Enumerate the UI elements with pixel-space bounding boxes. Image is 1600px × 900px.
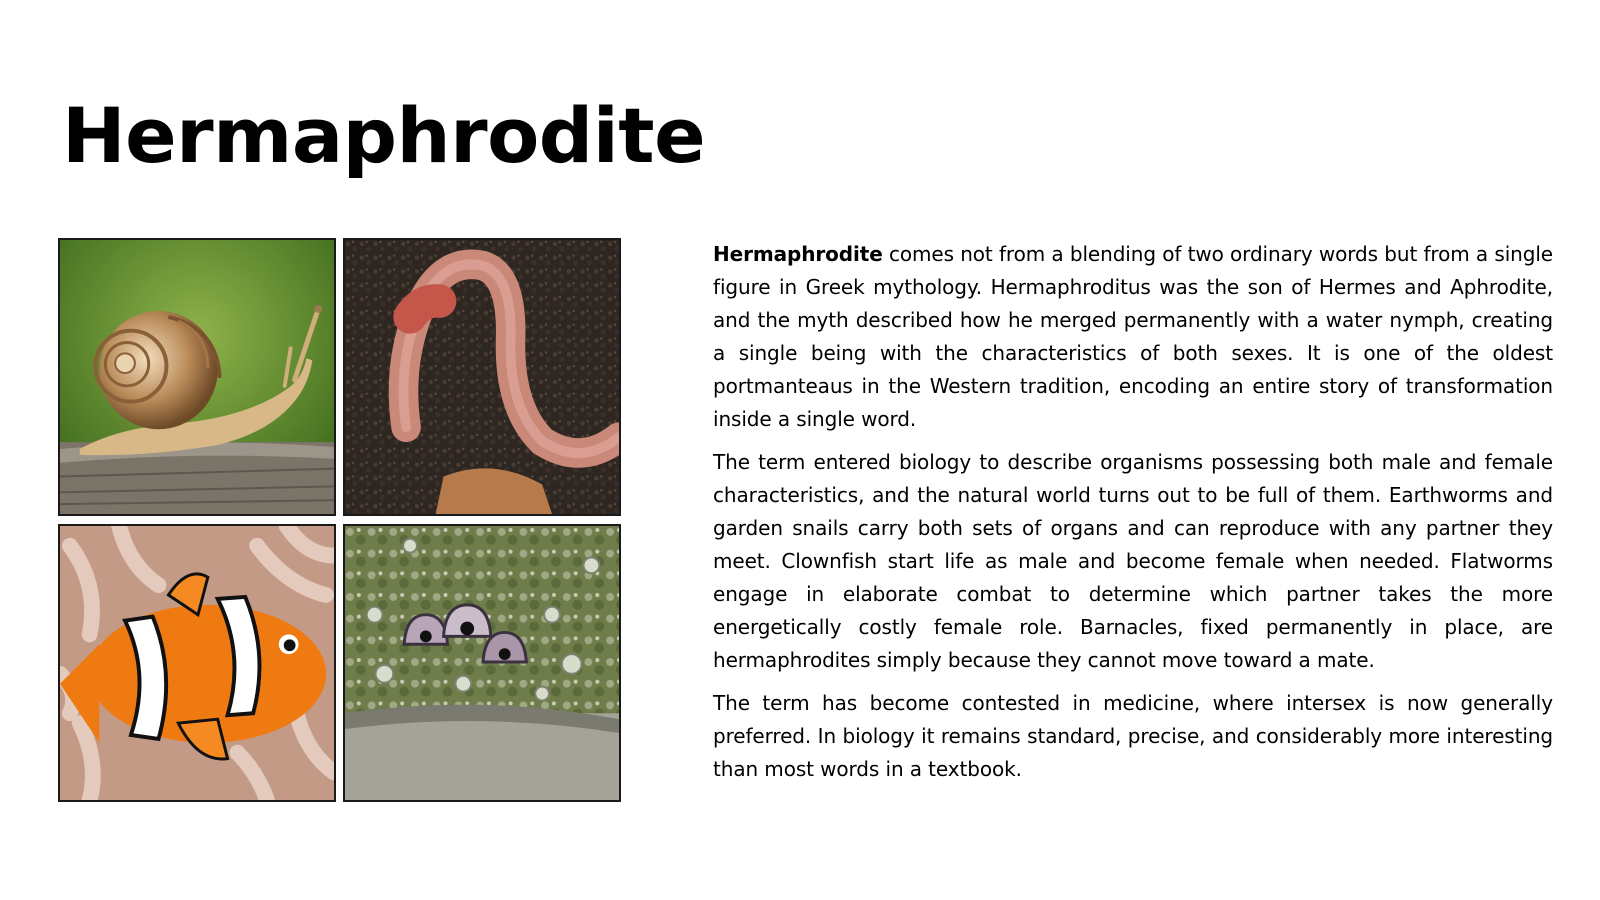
slide-title: Hermaphrodite — [62, 91, 706, 180]
earthworm-illustration — [345, 240, 619, 514]
paragraph-3: The term has become contested in medicine, where intersex is now generally preferred. In biology it remains standard, precise, and considerably more interesting than most words in a textbook. — [713, 691, 1553, 781]
snail-illustration — [60, 240, 334, 514]
paragraph-1-text: comes not from a blending of two ordinary words but from a single figure in Greek mythology. Hermaphroditus was the son of Hermes and Aphrodite, and the myth described how he merged permanently with a water nymph, creating a single being with the characteristics of both sexes. It is one of the oldest portmanteaus in the Western tradition, encoding an entire story of transformation inside a single word. — [713, 242, 1553, 431]
earthworm-photo — [343, 238, 621, 516]
clownfish-illustration — [60, 526, 334, 800]
clownfish-photo — [58, 524, 336, 802]
body-text — [713, 238, 1553, 796]
paragraph-1-lead: Hermaphrodite — [713, 242, 883, 266]
photo-grid — [58, 238, 621, 802]
barnacles-illustration — [345, 526, 619, 800]
paragraph-1 — [713, 238, 1553, 436]
paragraph-2: The term entered biology to describe organisms possessing both male and female characteristics, and the natural world turns out to be full of them. Earthworms and garden snails carry both sets of organs and can reproduce with any partner they meet. Clownfish start life as male and become female when needed. Flatworms engage in elaborate combat to determine which partner takes the more energetically costly female role. Barnacles, fixed permanently in place, are hermaphrodites simply because they cannot move toward a mate. — [713, 450, 1553, 672]
barnacles-photo — [343, 524, 621, 802]
snail-photo — [58, 238, 336, 516]
